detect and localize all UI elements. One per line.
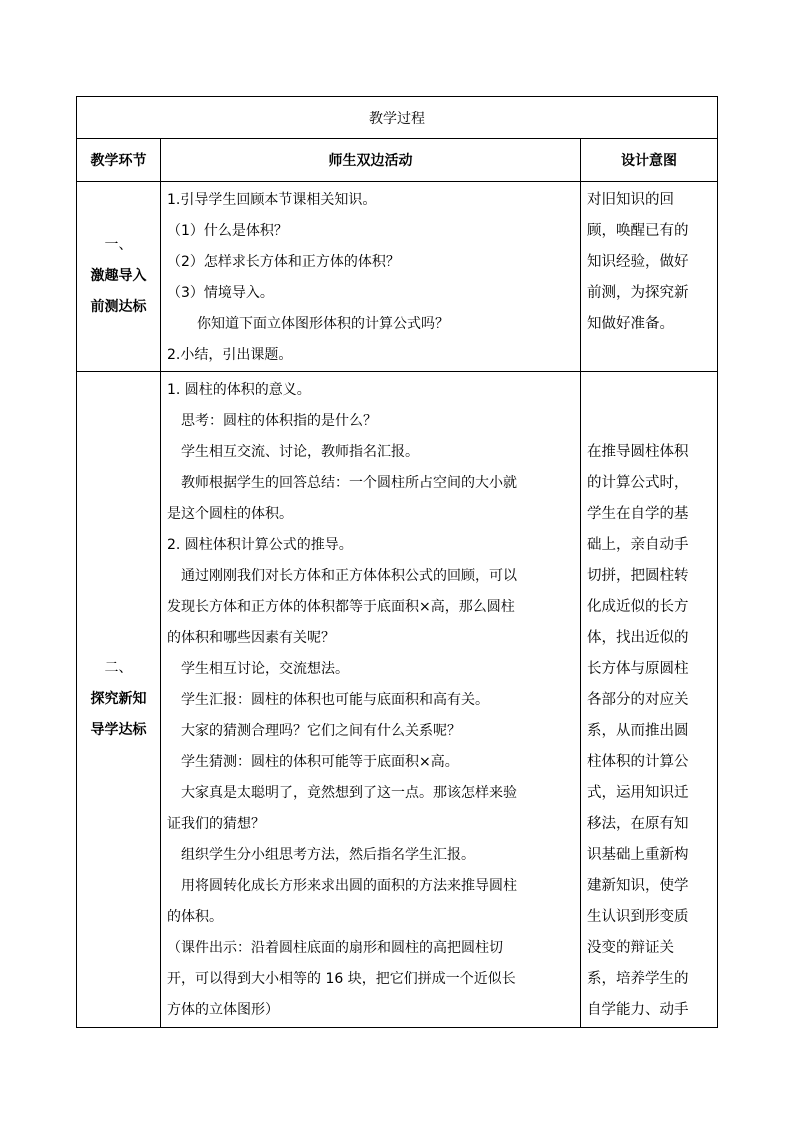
intent-line: 建新知识，使学 [587, 878, 689, 894]
table-row [77, 372, 718, 1028]
intent-line: 顾，唤醒已有的 [587, 223, 689, 239]
intent-line: 各部分的对应关 [587, 692, 689, 708]
activity-line: 方体的立体图形） [167, 1002, 279, 1018]
activity-line: 开，可以得到大小相等的 16 块，把它们拼成一个近似长 [167, 971, 516, 987]
header-stage: 教学环节 [77, 139, 161, 182]
activity-line: 大家的猜测合理吗？它们之间有什么关系呢？ [181, 723, 461, 739]
intent-line: 式，运用知识迁 [587, 785, 689, 801]
intent-line: 础上，亲自动手 [587, 537, 689, 553]
intent-line: 自学能力、动手 [587, 1002, 689, 1018]
activity-line: 学生相互交流、讨论，教师指名汇报。 [181, 444, 419, 460]
activity-line: （课件出示：沿着圆柱底面的扇形和圆柱的高把圆柱切 [167, 940, 503, 956]
activity-line: 大家真是太聪明了，竟然想到了这一点。那该怎样来验 [181, 785, 517, 801]
activity-cell [161, 372, 581, 1028]
activity-line: 是这个圆柱的体积。 [167, 506, 293, 522]
activity-line: 发现长方体和正方体的体积都等于底面积×高，那么圆柱 [167, 599, 515, 615]
stage-name-line: 激趣导入 [90, 268, 147, 284]
activity-line: （3）情境导入。 [167, 285, 274, 301]
teaching-process-table [76, 96, 718, 1028]
intent-line: 知做好准备。 [587, 316, 674, 332]
intent-line: 系，培养学生的 [587, 971, 689, 987]
activity-line: 你知道下面立体图形体积的计算公式吗？ [197, 316, 449, 332]
intent-line: 柱体积的计算公 [587, 754, 689, 770]
intent-line: 在推导圆柱体积 [587, 444, 689, 460]
stage-cell [77, 182, 161, 372]
activity-line: 学生汇报：圆柱的体积也可能与底面积和高有关。 [181, 692, 489, 708]
table-title: 教学过程 [77, 97, 718, 139]
activity-line: （1）什么是体积？ [167, 223, 288, 239]
header-row [77, 139, 718, 182]
stage-cell [77, 372, 161, 1028]
activity-cell [161, 182, 581, 372]
header-intent: 设计意图 [581, 139, 718, 182]
activity-line: 1. 圆柱的体积的意义。 [167, 382, 311, 398]
intent-line: 长方体与原圆柱 [587, 661, 689, 677]
intent-line: 对旧知识的回 [587, 192, 674, 208]
header-activity: 师生双边活动 [161, 139, 581, 182]
intent-line: 没变的辩证关 [587, 940, 674, 956]
activity-line: （2）怎样求长方体和正方体的体积？ [167, 254, 400, 270]
activity-line: 的体积和哪些因素有关呢？ [167, 630, 335, 646]
activity-line: 思考：圆柱的体积指的是什么？ [181, 413, 377, 429]
intent-line: 学生在自学的基 [587, 506, 689, 522]
intent-line: 识基础上重新构 [587, 847, 689, 863]
activity-line: 通过刚刚我们对长方体和正方体体积公式的回顾，可以 [181, 568, 517, 584]
activity-line: 教师根据学生的回答总结：一个圆柱所占空间的大小就 [181, 475, 517, 491]
intent-line: 体，找出近似的 [587, 630, 689, 646]
activity-line: 的体积。 [167, 909, 223, 925]
stage-name-line: 导学达标 [90, 722, 147, 738]
stage-number: 一、 [104, 237, 133, 253]
activity-line: 1.引导学生回顾本节课相关知识。 [167, 192, 377, 208]
activity-line: 证我们的猜想？ [167, 816, 265, 832]
stage-number: 二、 [104, 660, 133, 676]
intent-cell [581, 372, 718, 1028]
stage-name-line: 前测达标 [90, 299, 147, 315]
activity-line: 学生相互讨论，交流想法。 [181, 661, 349, 677]
intent-line: 知识经验，做好 [587, 254, 689, 270]
activity-line: 学生猜测：圆柱的体积可能等于底面积×高。 [181, 754, 459, 770]
title-row [77, 97, 718, 139]
activity-line: 2.小结，引出课题。 [167, 347, 293, 363]
intent-line: 移法，在原有知 [587, 816, 689, 832]
intent-line: 的计算公式时， [587, 475, 689, 491]
table-row [77, 182, 718, 372]
stage-name-line: 探究新知 [90, 691, 147, 707]
intent-cell [581, 182, 718, 372]
intent-line: 系，从而推出圆 [587, 723, 689, 739]
intent-line: 前测，为探究新 [587, 285, 689, 301]
intent-line: 生认识到形变质 [587, 909, 689, 925]
activity-line: 组织学生分小组思考方法，然后指名学生汇报。 [181, 847, 475, 863]
activity-line: 用将圆转化成长方形来求出圆的面积的方法来推导圆柱 [181, 878, 517, 894]
intent-line: 化成近似的长方 [587, 599, 689, 615]
intent-line: 切拼，把圆柱转 [587, 568, 689, 584]
activity-line: 2. 圆柱体积计算公式的推导。 [167, 537, 353, 553]
